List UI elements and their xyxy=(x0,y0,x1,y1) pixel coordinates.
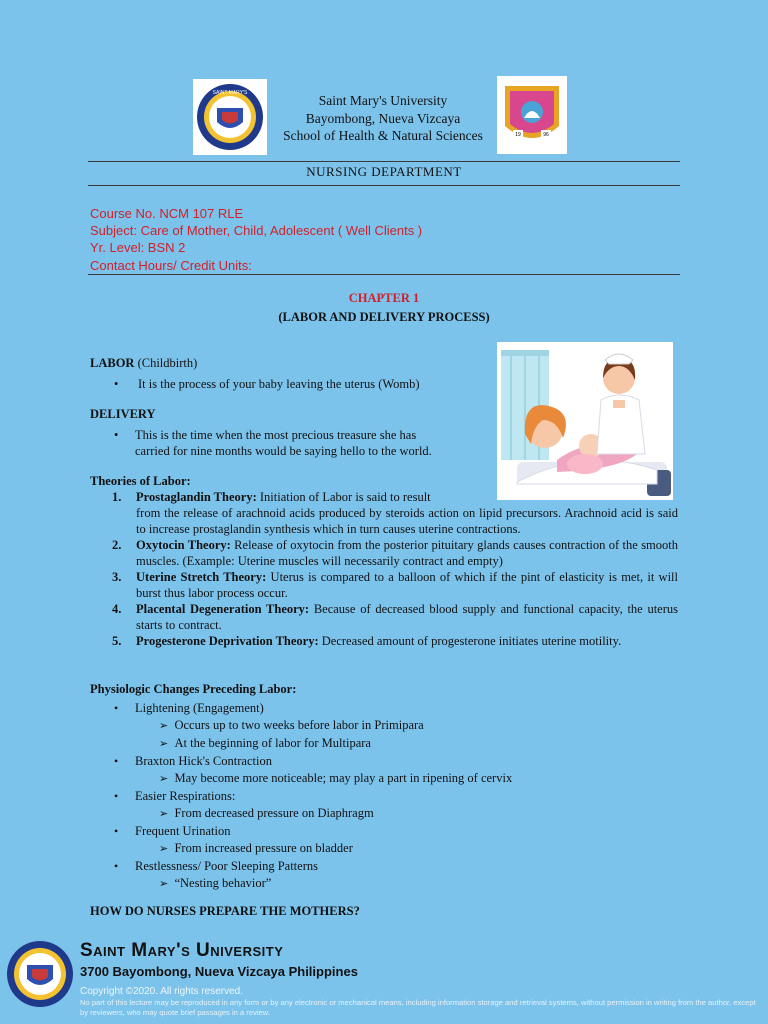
school-seal-logo xyxy=(497,76,567,154)
closing-question: HOW DO NURSES PREPARE THE MOTHERS? xyxy=(90,904,360,918)
department-title: NURSING DEPARTMENT xyxy=(306,164,462,179)
arrow-icon: ➢ xyxy=(159,738,169,750)
list-item xyxy=(114,788,674,805)
bullet-dot: • xyxy=(114,701,119,715)
theory-number: 5. xyxy=(112,634,122,648)
sub-item xyxy=(114,735,674,753)
divider xyxy=(88,274,680,275)
labor-heading: LABOR (Childbirth) xyxy=(90,356,198,370)
theory-text: Release of oxytocin from the posterior pituitary glands causes contraction of the smooth muscles. (Example: Uterine muscles will necessarily contract and empty) xyxy=(136,538,679,568)
theories-heading: Theories of Labor: xyxy=(90,474,191,488)
course-number: Course No. NCM 107 RLE xyxy=(90,206,244,221)
school-header xyxy=(270,92,496,145)
theory-name: Progesterone Deprivation Theory: xyxy=(136,634,319,648)
sub-item xyxy=(114,717,674,735)
course-year-level: Yr. Level: BSN 2 xyxy=(90,240,186,256)
footer-university-seal-logo xyxy=(6,940,74,1008)
course-subject: Subject: Care of Mother, Child, Adolescent ( Well Clients ) xyxy=(90,223,423,239)
list-item xyxy=(114,700,674,717)
theory-name: Placental Degeneration Theory: xyxy=(136,602,310,616)
theories-list xyxy=(90,489,678,649)
list-item xyxy=(114,753,674,770)
delivery-definition xyxy=(135,427,432,459)
physiologic-list xyxy=(114,700,674,893)
bullet-dot: • xyxy=(114,789,119,803)
list-item-label: Restlessness/ Poor Sleeping Patterns xyxy=(135,859,318,873)
sub-item-text: “Nesting behavior” xyxy=(174,876,272,890)
bullet-dot: • xyxy=(114,824,119,838)
theory-item xyxy=(90,601,678,633)
delivery-definition-line-1: This is the time when the most precious treasure she has xyxy=(135,428,417,442)
sub-item-text: From increased pressure on bladder xyxy=(174,841,353,855)
arrow-icon: ➢ xyxy=(159,773,169,785)
arrow-icon: ➢ xyxy=(159,843,169,855)
theory-number: 2. xyxy=(112,538,122,552)
theory-text: Because of decreased blood supply and functional capacity, the uterus starts to contract. xyxy=(136,602,679,632)
list-item-label: Braxton Hick's Contraction xyxy=(135,754,272,768)
nurse-mother-baby-illustration xyxy=(497,342,673,500)
divider xyxy=(88,161,680,162)
theory-text: Initiation of Labor is said to result xyxy=(256,490,431,504)
theory-text-cont: from the release of arachnoid acids produced by steroids action on lipid precursors. Arachnoid acid is said to increase prostaglandin synthesis which in turn causes uterine contractions. xyxy=(136,506,678,536)
theory-item xyxy=(90,537,678,569)
bullet-dot: • xyxy=(114,377,119,391)
list-item-label: Frequent Urination xyxy=(135,824,231,838)
theory-number: 4. xyxy=(112,602,122,616)
sub-item xyxy=(114,805,674,823)
theory-name: Prostaglandin Theory: xyxy=(136,490,257,504)
sub-item-text: At the beginning of labor for Multipara xyxy=(174,736,371,750)
course-info xyxy=(90,205,422,274)
theory-number: 1. xyxy=(112,490,122,504)
theory-text: Uterus is compared to a balloon of which if the pint of elasticity is met, it will burst thus labor process occur. xyxy=(136,570,679,600)
divider xyxy=(88,185,680,186)
sub-item-text: May become more noticeable; may play a part in ripening of cervix xyxy=(174,771,513,785)
sub-item xyxy=(114,770,674,788)
list-item xyxy=(114,823,674,840)
arrow-icon: ➢ xyxy=(159,808,169,820)
svg-text:SAINT MARY'S: SAINT MARY'S xyxy=(212,90,248,96)
theory-item xyxy=(90,633,678,649)
theory-text: Decreased amount of progesterone initiates uterine motility. xyxy=(318,634,622,648)
footer-university-name: Saint Mary's University xyxy=(80,940,284,961)
list-item xyxy=(114,858,674,875)
chapter-subtitle: (LABOR AND DELIVERY PROCESS) xyxy=(278,310,490,324)
arrow-icon: ➢ xyxy=(159,720,169,732)
theory-name: Uterine Stretch Theory: xyxy=(136,570,267,584)
sub-item xyxy=(114,875,674,893)
header-line-2: Bayombong, Nueva Vizcaya xyxy=(305,110,461,126)
footer-disclaimer: No part of this lecture may be reproduced in any form or by any electronic or mechanical means, including information storage and retrieval systems, without permission in writing from the author, except by reviewers, who may quote brief passages in a review. xyxy=(80,998,756,1017)
footer-copyright: Copyright ©2020. All rights reserved. xyxy=(80,986,244,997)
header-line-1: Saint Mary's University xyxy=(318,93,448,108)
theory-number: 3. xyxy=(112,570,122,584)
theory-name: Oxytocin Theory: xyxy=(136,538,231,552)
arrow-icon: ➢ xyxy=(159,878,169,890)
delivery-definition-line-2: carried for nine months would be saying hello to the world. xyxy=(135,444,432,458)
svg-text:19: 19 xyxy=(515,132,521,138)
university-seal-logo xyxy=(193,79,267,155)
chapter-title: CHAPTER 1 xyxy=(348,291,420,305)
svg-text:96: 96 xyxy=(543,132,549,138)
theory-item xyxy=(90,489,678,537)
bullet-dot: • xyxy=(114,428,119,442)
physiologic-heading: Physiologic Changes Preceding Labor: xyxy=(90,682,297,696)
labor-definition: It is the process of your baby leaving the uterus (Womb) xyxy=(138,377,420,391)
bullet-dot: • xyxy=(114,754,119,768)
delivery-heading: DELIVERY xyxy=(90,407,156,421)
sub-item-text: From decreased pressure on Diaphragm xyxy=(174,806,374,820)
footer-address: 3700 Bayombong, Nueva Vizcaya Philippines xyxy=(80,964,358,979)
theory-item xyxy=(90,569,678,601)
list-item-label: Lightening (Engagement) xyxy=(135,701,264,715)
course-contact-hours: Contact Hours/ Credit Units: xyxy=(90,257,252,273)
bullet-dot: • xyxy=(114,859,119,873)
sub-item xyxy=(114,840,674,858)
sub-item-text: Occurs up to two weeks before labor in Primipara xyxy=(174,718,424,732)
header-line-3: School of Health & Natural Sciences xyxy=(283,128,483,143)
list-item-label: Easier Respirations: xyxy=(135,789,236,803)
